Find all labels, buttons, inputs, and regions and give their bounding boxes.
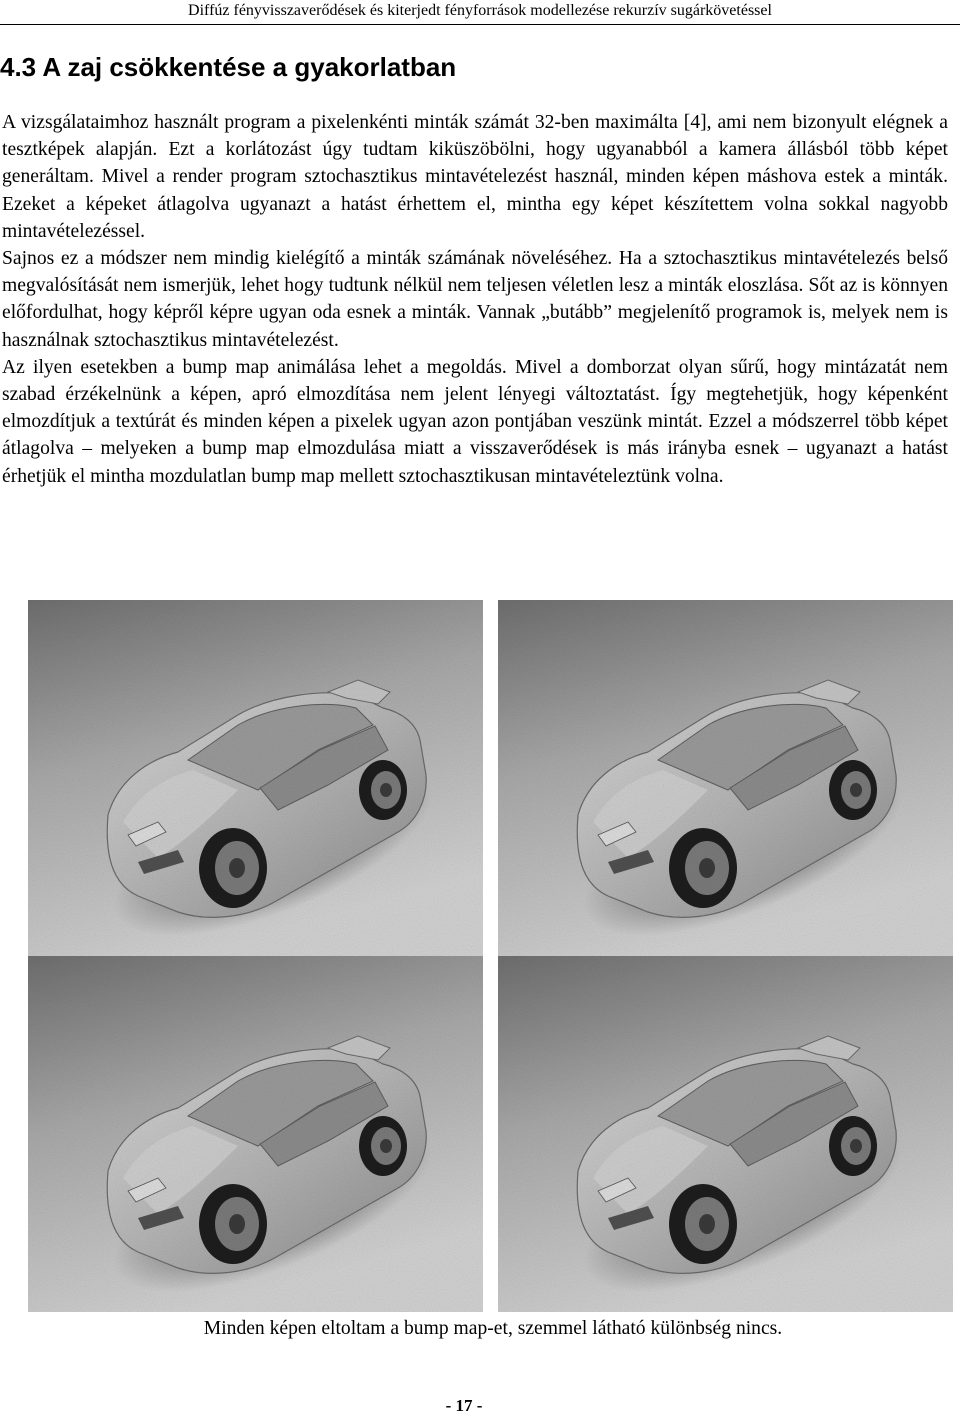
section-heading: 4.3 A zaj csökkentése a gyakorlatban <box>0 52 457 82</box>
render-figure-grid <box>28 600 956 1312</box>
running-header: Diffúz fényvisszaverődések és kiterjedt fényforrások modellezése rekurzív sugárkövetéssel <box>188 2 772 19</box>
body-text <box>2 109 948 490</box>
render-image-4 <box>498 956 953 1312</box>
header-rule <box>0 24 960 25</box>
render-image-2 <box>498 600 953 956</box>
paragraph-3: Az ilyen esetekben a bump map animálása lehet a megoldás. Mivel a domborzat olyan sűrű, hogy mintázatát nem szabad érzékelnünk a képen, apró elmozdítása nem jelent lényegi változtatást. Így megtehetjük, hogy képenként elmozdítjuk a textúrát és minden képen a pixelek ugyan azon pontjában veszünk mintát. Ezzel a módszerrel több képet átlagolva – melyeken a bump map elmozdulása miatt a visszaverődések is más irányba esnek – ugyanazt a hatást érhetjük el mintha mozdulatlan bump map mellett sztochasztikusan mintavételeztünk volna. <box>2 356 948 487</box>
paragraph-2: Sajnos ez a módszer nem mindig kielégítő a minták számának növeléséhez. Ha a sztochasztikus mintavételezés belső megvalósítását nem ismerjük, lehet hogy tudtunk nélkül nem teljesen véletlen lesz a minták eloszlása. Sőt az is könnyen előfordulhat, hogy képről képre ugyan oda esnek a minták. Vannak „butább” megjelenítő programok is, melyek nem is használnak sztochasztikus mintavételezést. <box>2 248 948 351</box>
figure-caption: Minden képen eltoltam a bump map-et, szemmel látható különbség nincs. <box>203 1318 783 1339</box>
paragraph-1: A vizsgálataimhoz használt program a pixelenkénti minták számát 32-ben maximálta [4], ami nem bizonyult elégnek a tesztképek alapján. Ezt a korlátozást úgy tudtam kiküszöbölni, hogy ugyanabból a kamera állásból több képet generáltam. Mivel a render program sztochasztikus mintavételezést használ, minden képen máshova estek a minták. Ezeket a képeket átlagolva ugyanazt a hatást érhettem el, mintha egy képet készítettem volna sokkal nagyobb mintavételezéssel. <box>2 112 948 242</box>
render-image-1 <box>28 600 483 956</box>
render-image-3 <box>28 956 483 1312</box>
page-number: - 17 - <box>445 1396 483 1415</box>
